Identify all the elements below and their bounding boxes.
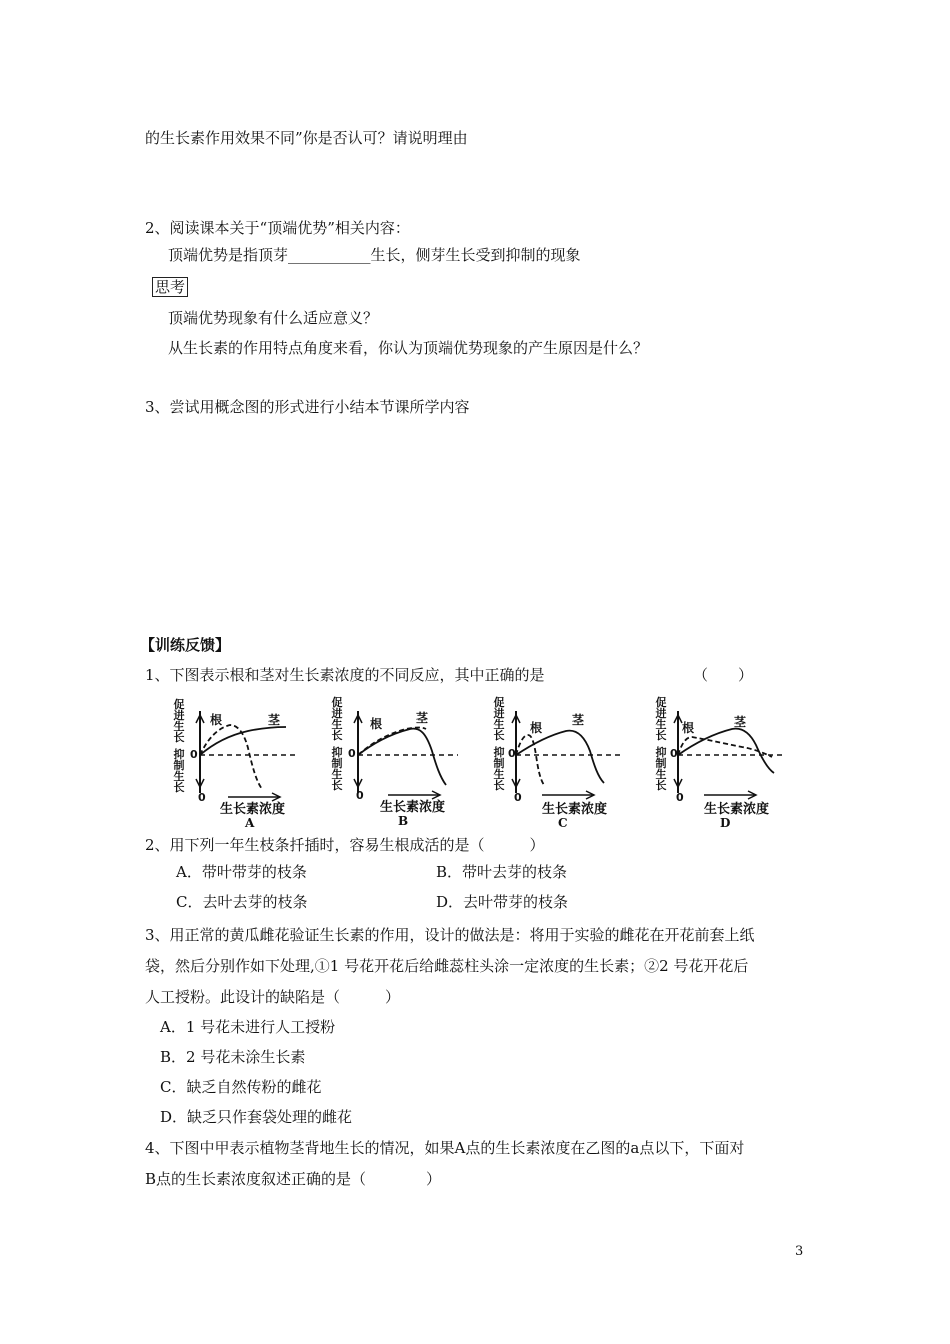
x-axis-label: 生长素浓度	[380, 800, 446, 815]
y-zero-tick: 0	[190, 748, 198, 761]
origin-zero: 0	[356, 789, 364, 802]
chart-panel-c	[480, 693, 630, 833]
inhibit-label: 抑 制 生 长	[331, 746, 343, 792]
inhibit-label: 抑 制 生 长	[173, 748, 185, 794]
x-axis-label: 生长素浓度	[704, 802, 770, 817]
exercise-3-option-d[interactable]: D．缺乏只作套袋处理的雌花	[160, 1108, 353, 1126]
question-3-heading: 3、尝试用概念图的形式进行小结本节课所学内容	[145, 398, 470, 416]
y-zero-tick: 0	[348, 747, 356, 760]
exercise-2-option-d[interactable]: D．去叶带芽的枝条	[436, 893, 569, 911]
y-zero-tick: 0	[508, 747, 516, 760]
inhibit-label: 抑 制 生 长	[655, 746, 667, 792]
exercise-3-option-a[interactable]: A．1 号花未进行人工授粉	[160, 1018, 336, 1036]
origin-zero: 0	[514, 791, 522, 804]
x-axis-label: 生长素浓度	[220, 802, 286, 817]
exercise-2-option-a[interactable]: A．带叶带芽的枝条	[176, 863, 307, 881]
promote-label: 促 进 生 长	[493, 696, 505, 742]
promote-label: 促 进 生 长	[655, 696, 667, 742]
think-question-1: 顶端优势现象有什么适应意义？	[168, 309, 379, 327]
stem-label: 茎	[734, 715, 747, 729]
root-label: 根	[682, 721, 695, 735]
stem-label: 茎	[572, 713, 585, 727]
exercise-2-stem: 2、用下列一年生枝条扦插时，容易生根成活的是（ ）	[145, 836, 545, 854]
panel-letter-d: D	[720, 816, 731, 830]
y-zero-tick: 0	[670, 747, 678, 760]
panel-letter-b: B	[398, 814, 409, 828]
origin-zero: 0	[198, 791, 206, 804]
exercise-3-stem-line-3: 人工授粉。此设计的缺陷是（ ）	[145, 988, 401, 1006]
promote-label: 促 进 生 长	[331, 696, 343, 742]
apical-dominance-definition	[168, 245, 581, 265]
think-question-2: 从生长素的作用特点角度来看，你认为顶端优势现象的产生原因是什么？	[168, 339, 649, 357]
exercise-1-stem: 1、下图表示根和茎对生长素浓度的不同反应，其中正确的是	[145, 666, 545, 684]
root-label: 根	[370, 717, 383, 731]
chart-panel-b	[318, 693, 468, 833]
think-label	[152, 277, 188, 297]
question-2-heading: 2、阅读课本关于“顶端优势”相关内容：	[145, 219, 410, 237]
page-number: 3	[795, 1244, 804, 1259]
think-box: 思考	[152, 277, 188, 297]
panel-letter-c: C	[558, 816, 568, 830]
exercise-3-stem-line-2: 袋，然后分别作如下处理,①1 号花开花后给雌蕊柱头涂一定浓度的生长素；②2 号花开花后	[145, 957, 749, 975]
chart-panel-a	[158, 693, 308, 833]
exercise-3-option-b[interactable]: B．2 号花未涂生长素	[160, 1048, 306, 1066]
exercise-2-option-c[interactable]: C．去叶去芽的枝条	[176, 893, 308, 911]
text-line: 的生长素作用效果不同”你是否认可？请说明理由	[145, 129, 468, 147]
definition-pre: 顶端优势是指顶芽	[168, 246, 289, 264]
root-label: 根	[530, 721, 543, 735]
promote-label: 促 进 生 长	[173, 698, 185, 744]
auxin-response-figure	[158, 693, 783, 833]
definition-post: 生长，侧芽生长受到抑制的现象	[370, 246, 581, 264]
fill-blank[interactable]: ___________	[288, 246, 371, 264]
stem-label: 茎	[416, 711, 429, 725]
section-heading: 【训练反馈】	[140, 636, 231, 654]
origin-zero: 0	[676, 791, 684, 804]
exercise-2-option-b[interactable]: B．带叶去芽的枝条	[436, 863, 568, 881]
chart-panel-d	[642, 693, 792, 833]
exercise-1-answer-paren[interactable]: （ ）	[693, 666, 754, 684]
exercise-3-stem-line-1: 3、用正常的黄瓜雌花验证生长素的作用，设计的做法是：将用于实验的雌花在开花前套上纸	[145, 926, 755, 944]
stem-label: 茎	[268, 713, 281, 727]
exercise-4-stem-line-2: B点的生长素浓度叙述正确的是（ ）	[145, 1170, 442, 1188]
exercise-3-option-c[interactable]: C．缺乏自然传粉的雌花	[160, 1078, 322, 1096]
exercise-4-stem-line-1: 4、下图中甲表示植物茎背地生长的情况，如果A点的生长素浓度在乙图的a点以下，下面对	[145, 1139, 745, 1157]
x-axis-label: 生长素浓度	[542, 802, 608, 817]
inhibit-label: 抑 制 生 长	[493, 746, 505, 792]
panel-letter-a: A	[245, 816, 255, 830]
root-label: 根	[210, 713, 223, 727]
